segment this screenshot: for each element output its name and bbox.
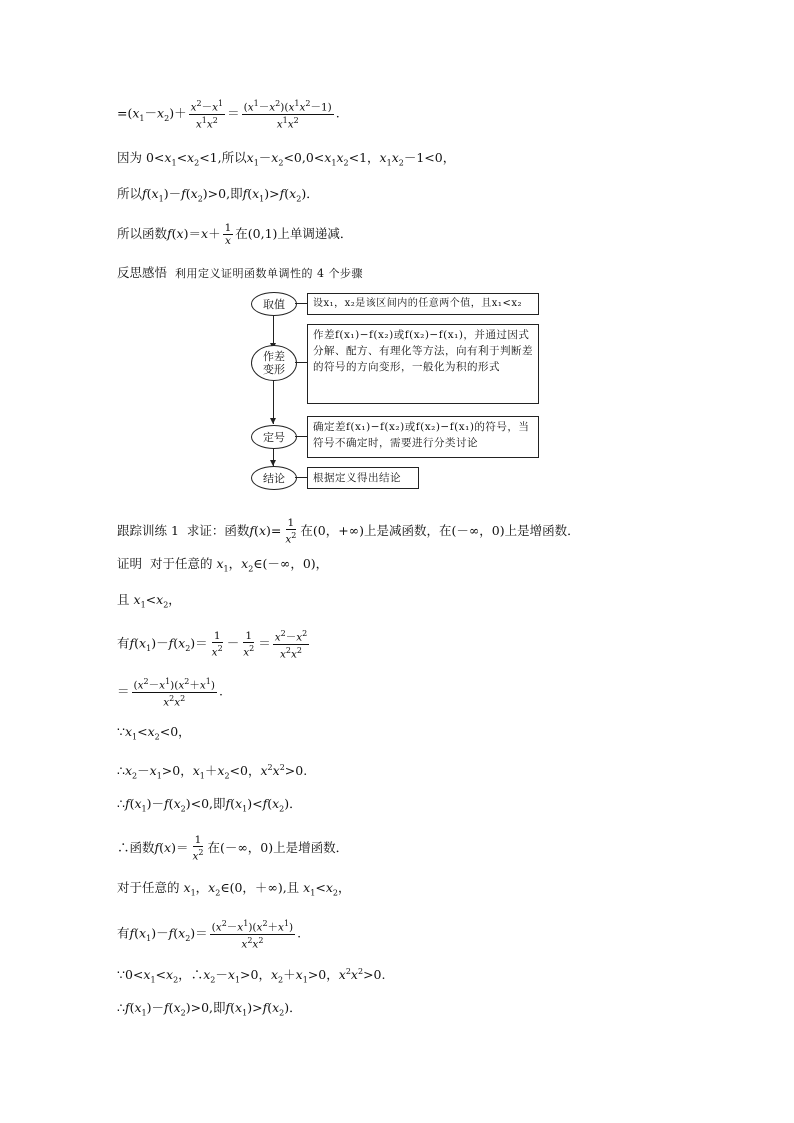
exercise-heading: 跟踪训练 1 求证：函数f(x)= $\frac{1}{x^2}$ 在(0，+∞)上是减函数，在(－∞，0)上是增函数． [117, 517, 580, 546]
proof-increasing: ∴函数f(x)＝ $\frac{1}{x^2}$ 在(－∞，0)上是增函数． [117, 834, 349, 863]
proof-therefore-1: $\therefore x_2-x_1>0$，$x_1+x_2<0$，$x^2x^2>0$. [117, 763, 308, 781]
text-line-because: 因为 $0<x_1<x_2<1$,所以$x_1-x_2<0,0<x_1x_2<1$，$x_1x_2-1<0$， [117, 150, 456, 168]
proof-and: 且 $x_1<x_2$， [117, 592, 181, 610]
reflection-heading: 反思感悟 利用定义证明函数单调性的 4 个步骤 [117, 265, 363, 280]
proof-because-1: $\because x_1<x_2<0$， [117, 724, 191, 742]
box-conclusion: 根据定义得出结论 [307, 467, 419, 489]
text-line-so: 所以$f(x_1)-f(x_2)>0$,即$f(x_1)>f(x_2)$． [117, 186, 319, 204]
box-take-value: 设x₁，x₂是该区间内的任意两个值，且x₁<x₂ [307, 293, 539, 315]
proof-therefore-2: $\therefore f(x_1)-f(x_2)<0$,即$f(x_1)<f(x_2)$． [117, 796, 302, 814]
step-conclusion: 结论 [251, 466, 297, 490]
text-line-conclusion: 所以函数f(x)＝x＋ $\frac{1}{x}$ 在(0,1)上单调递减． [117, 222, 353, 247]
step-take-value: 取值 [251, 292, 297, 316]
proof-because-2: $\because 0<x_1<x_2$，$\therefore x_2-x_1>0$，$x_2+x_1>0$，$x^2x^2>0$. [117, 967, 386, 985]
proof-start: 证明 对于任意的 $x_1$，$x_2\in(-\infty$，0)， [117, 556, 329, 574]
proof-any-positive: 对于任意的 $x_1$，$x_2\in(0$，＋∞),且 $x_1<x_2$， [117, 880, 351, 898]
box-difference: 作差f(x₁)−f(x₂)或f(x₂)−f(x₁)，并通过因式分解、配方、有理化等方法，向有利于判断差的符号的方向变形，一般化为积的形式 [307, 324, 539, 404]
proof-have: 有$f(x_1)-f(x_2)=$ $\frac{1}{x^2}$ － $\frac{1}{x^2}$ ＝ $\frac{x^2-x^2}{x^2x^2}$ [117, 629, 308, 660]
step-sign: 定号 [251, 425, 297, 449]
box-sign: 确定差f(x₁)−f(x₂)或f(x₂)−f(x₁)的符号，当符号不确定时，需要进行分类讨论 [307, 416, 539, 458]
proof-factor: ＝ $\frac{(x^2-x^1)(x^2+x^1)}{x^2x^2}$ . [117, 677, 223, 708]
step-difference: 作差 变形 [251, 345, 297, 381]
formula-line-0: $=(x_1-x_2)+$ $\frac{x^2-x^1}{x^1x^2}$ ＝ $\frac{(x^1-x^2)(x^1x^2-1)}{x^1x^2}$ . [117, 99, 340, 130]
proof-therefore-3: $\therefore f(x_1)-f(x_2)>0$,即$f(x_1)>f(x_2)$． [117, 1000, 302, 1018]
proof-have-2: 有$f(x_1)-f(x_2)=$ $\frac{(x^2-x^1)(x^2+x^1)}{x^2x^2}$ . [117, 919, 302, 950]
